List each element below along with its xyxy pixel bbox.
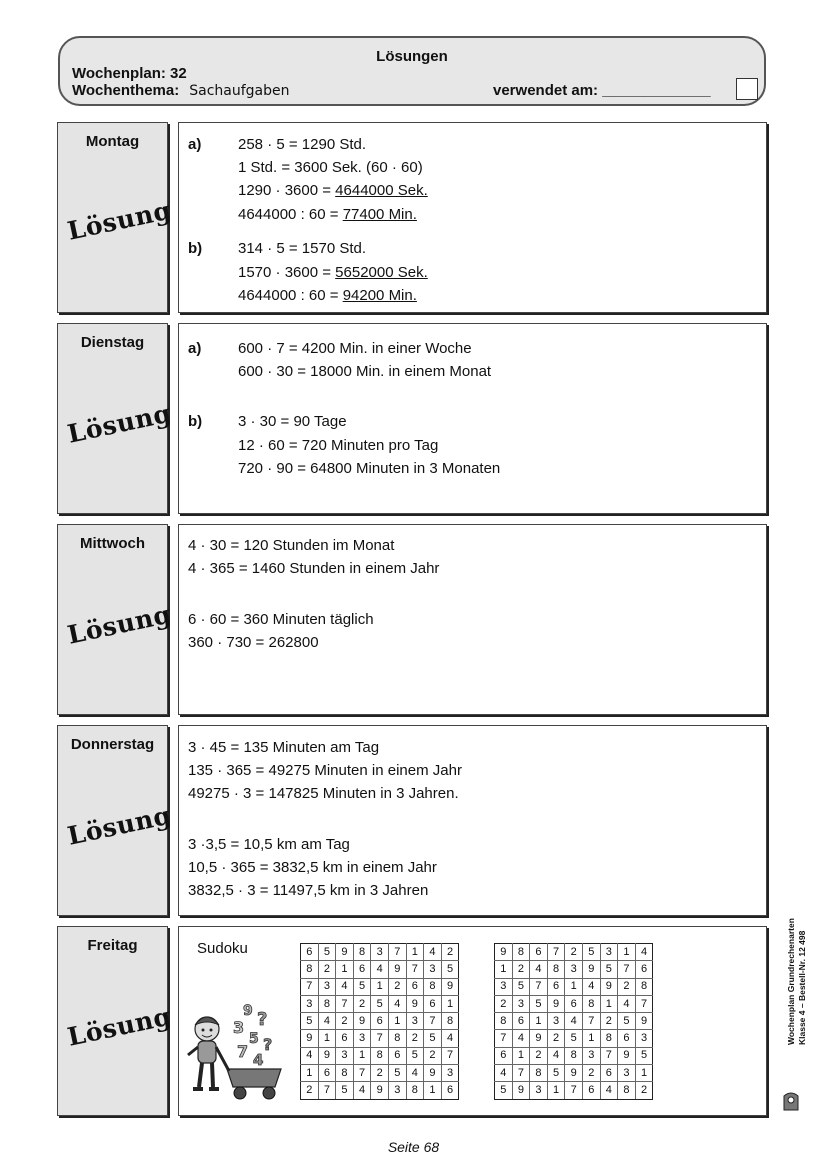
svg-text:?: ? — [257, 1009, 268, 1030]
sudoku-row — [495, 995, 653, 1012]
day-name: Freitag — [87, 937, 138, 954]
sudoku-cell: 8 — [600, 1030, 618, 1047]
sudoku-cell: 7 — [318, 1082, 336, 1099]
svg-text:4: 4 — [253, 1051, 264, 1069]
answer-line: 6 · 60 = 360 Minuten täglich — [188, 611, 374, 628]
sudoku-cell: 3 — [424, 961, 442, 978]
answer-line: 4 · 365 = 1460 Stunden in einem Jahr — [188, 560, 440, 577]
sudoku-cell: 2 — [336, 1013, 354, 1030]
loesung-stamp: Lösung — [64, 800, 174, 851]
svg-text:9: 9 — [243, 1003, 253, 1019]
day-label-mittwoch — [57, 524, 174, 715]
sudoku-cell: 3 — [353, 1030, 371, 1047]
sudoku-cell: 2 — [530, 1047, 548, 1064]
sudoku-cell: 8 — [441, 1013, 459, 1030]
sudoku-cell: 5 — [388, 1065, 406, 1082]
sudoku-cell: 8 — [495, 1013, 513, 1030]
sudoku-cell: 6 — [565, 995, 583, 1012]
sudoku-cell: 5 — [618, 1013, 636, 1030]
sudoku-cell: 6 — [388, 1047, 406, 1064]
sudoku-cell: 7 — [582, 1013, 600, 1030]
sudoku-cell: 7 — [388, 944, 406, 961]
day-label-donnerstag — [57, 725, 174, 916]
answer-box-mittwoch — [178, 524, 767, 715]
sudoku-cell: 2 — [406, 1030, 424, 1047]
sudoku-cell: 8 — [336, 1065, 354, 1082]
part-b-label: b) — [188, 240, 203, 257]
answer-line: 1 Std. = 3600 Sek. (60 · 60) — [238, 159, 423, 176]
sudoku-cell: 9 — [512, 1082, 530, 1099]
sudoku-cell: 7 — [424, 1013, 442, 1030]
sudoku-cell: 8 — [424, 978, 442, 995]
sudoku-cell: 7 — [371, 1030, 389, 1047]
sudoku-cell: 4 — [512, 1030, 530, 1047]
answer-box-dienstag — [178, 323, 767, 514]
loesung-stamp: Lösung — [64, 1001, 174, 1052]
day-label-freitag — [57, 926, 174, 1116]
answer-line: 4644000 : 60 = 94200 Min. — [238, 287, 417, 304]
answer-line: 1290 · 3600 = 4644000 Sek. — [238, 182, 428, 199]
sudoku-cell: 2 — [547, 1030, 565, 1047]
sudoku-cell: 7 — [512, 1065, 530, 1082]
answer-line: 4 · 30 = 120 Stunden im Monat — [188, 537, 395, 554]
sudoku-cell: 3 — [441, 1065, 459, 1082]
sudoku-cell: 1 — [353, 1047, 371, 1064]
sudoku-row — [301, 978, 459, 995]
day-label-dienstag — [57, 323, 174, 514]
answer-line: 3832,5 · 3 = 11497,5 km in 3 Jahren — [188, 882, 429, 899]
sudoku-cell: 5 — [547, 1065, 565, 1082]
sudoku-cell: 3 — [318, 978, 336, 995]
loesung-stamp: Lösung — [64, 398, 174, 449]
sudoku-cell: 9 — [547, 995, 565, 1012]
sudoku-cell: 5 — [512, 978, 530, 995]
sudoku-cell: 8 — [388, 1030, 406, 1047]
sudoku-cell: 4 — [406, 1065, 424, 1082]
answer-box-freitag — [178, 926, 767, 1116]
sudoku-cell: 9 — [406, 995, 424, 1012]
sudoku-cell: 8 — [512, 944, 530, 961]
sudoku-cell: 4 — [424, 944, 442, 961]
sudoku-cell: 5 — [318, 944, 336, 961]
sudoku-cell: 8 — [530, 1065, 548, 1082]
sudoku-cell: 4 — [495, 1065, 513, 1082]
result-underlined: 5652000 Sek. — [335, 264, 428, 281]
sudoku-cell: 2 — [495, 995, 513, 1012]
sudoku-cell: 2 — [582, 1065, 600, 1082]
publisher-logo-icon — [780, 1088, 802, 1112]
sudoku-cell: 8 — [582, 995, 600, 1012]
sudoku-cell: 9 — [353, 1013, 371, 1030]
sudoku-cell: 9 — [495, 944, 513, 961]
sudoku-cell: 2 — [318, 961, 336, 978]
sudoku-cell: 9 — [371, 1082, 389, 1099]
sudoku-cell: 4 — [582, 978, 600, 995]
sudoku-cell: 3 — [495, 978, 513, 995]
theme-line — [72, 82, 290, 99]
sudoku-cell: 3 — [406, 1013, 424, 1030]
sudoku-cell: 2 — [441, 944, 459, 961]
page-number: Seite 68 — [387, 1139, 440, 1155]
svg-text:3: 3 — [233, 1018, 245, 1037]
sudoku-cell: 4 — [441, 1030, 459, 1047]
sudoku-cell: 4 — [618, 995, 636, 1012]
sudoku-cell: 9 — [301, 1030, 319, 1047]
sudoku-cell: 6 — [618, 1030, 636, 1047]
sudoku-cell: 6 — [600, 1065, 618, 1082]
theme-value: Sachaufgaben — [189, 83, 290, 99]
sudoku-cell: 5 — [635, 1047, 653, 1064]
sudoku-cell: 1 — [424, 1082, 442, 1099]
sudoku-row — [301, 1047, 459, 1064]
sudoku-cell: 3 — [547, 1013, 565, 1030]
sudoku-cell: 6 — [353, 961, 371, 978]
sudoku-cell: 6 — [406, 978, 424, 995]
sudoku-cell: 6 — [371, 1013, 389, 1030]
answer-box-donnerstag — [178, 725, 767, 916]
sudoku-cell: 8 — [301, 961, 319, 978]
sudoku-cell: 8 — [318, 995, 336, 1012]
sudoku-cell: 4 — [600, 1082, 618, 1099]
sudoku-cell: 7 — [441, 1047, 459, 1064]
sudoku-cell: 8 — [371, 1047, 389, 1064]
answer-line: 4644000 : 60 = 77400 Min. — [238, 206, 417, 223]
sudoku-cell: 5 — [565, 1030, 583, 1047]
sudoku-cell: 6 — [301, 944, 319, 961]
sudoku-cell: 8 — [618, 1082, 636, 1099]
result-underlined: 77400 Min. — [342, 206, 417, 223]
sudoku-cell: 4 — [530, 961, 548, 978]
sudoku-cell: 7 — [336, 995, 354, 1012]
sudoku-cell: 6 — [512, 1013, 530, 1030]
sudoku-cell: 5 — [530, 995, 548, 1012]
sudoku-cell: 2 — [371, 1065, 389, 1082]
answer-line: 600 · 30 = 18000 Min. in einem Monat — [238, 363, 492, 380]
sudoku-cell: 4 — [565, 1013, 583, 1030]
day-name: Montag — [85, 133, 140, 150]
sudoku-cell: 5 — [424, 1030, 442, 1047]
sudoku-row — [301, 995, 459, 1012]
sudoku-row — [301, 1065, 459, 1082]
sudoku-cell: 3 — [618, 1065, 636, 1082]
sudoku-cell: 3 — [565, 961, 583, 978]
sudoku-row — [495, 1030, 653, 1047]
sudoku-cell: 9 — [565, 1065, 583, 1082]
sudoku-cell: 7 — [600, 1047, 618, 1064]
sudoku-cell: 3 — [336, 1047, 354, 1064]
sudoku-cell: 1 — [512, 1047, 530, 1064]
sudoku-cell: 6 — [424, 995, 442, 1012]
sudoku-cell: 4 — [635, 944, 653, 961]
sudoku-cell: 3 — [388, 1082, 406, 1099]
loesung-stamp: Lösung — [64, 599, 174, 650]
sudoku-cell: 3 — [582, 1047, 600, 1064]
day-name: Donnerstag — [70, 736, 155, 753]
result-underlined: 94200 Min. — [342, 287, 417, 304]
used-on-field: verwendet am: _____________ — [493, 82, 711, 99]
sudoku-cell: 6 — [318, 1065, 336, 1082]
sudoku-cell: 5 — [301, 1013, 319, 1030]
sudoku-cell: 1 — [406, 944, 424, 961]
answer-box-montag — [178, 122, 767, 313]
sudoku-cell: 9 — [530, 1030, 548, 1047]
plan-number: Wochenplan: 32 — [72, 65, 187, 82]
sudoku-cell: 7 — [530, 978, 548, 995]
sudoku-cell: 7 — [353, 1065, 371, 1082]
sudoku-cell: 3 — [371, 944, 389, 961]
sudoku-row — [495, 978, 653, 995]
sudoku-cell: 4 — [547, 1047, 565, 1064]
page-title: Lösungen — [376, 48, 448, 65]
sudoku-cell: 8 — [635, 978, 653, 995]
sudoku-cell: 1 — [582, 1030, 600, 1047]
day-label-montag — [57, 122, 174, 313]
sudoku-cell: 5 — [353, 978, 371, 995]
sudoku-cell: 5 — [582, 944, 600, 961]
sudoku-cell: 6 — [336, 1030, 354, 1047]
sudoku-cell: 1 — [371, 978, 389, 995]
sudoku-cell: 7 — [547, 944, 565, 961]
svg-text:5: 5 — [249, 1031, 259, 1047]
sudoku-cell: 3 — [600, 944, 618, 961]
sudoku-cell: 7 — [618, 961, 636, 978]
sudoku-cell: 9 — [582, 961, 600, 978]
sudoku-cell: 9 — [635, 1013, 653, 1030]
sudoku-cell: 1 — [495, 961, 513, 978]
sudoku-cell: 7 — [565, 1082, 583, 1099]
sudoku-cell: 2 — [301, 1082, 319, 1099]
sudoku-cell: 1 — [441, 995, 459, 1012]
sudoku-cell: 6 — [582, 1082, 600, 1099]
answer-line: 12 · 60 = 720 Minuten pro Tag — [238, 437, 439, 454]
svg-text:7: 7 — [237, 1042, 249, 1061]
sudoku-cell: 2 — [388, 978, 406, 995]
sudoku-cell: 3 — [530, 1082, 548, 1099]
theme-label: Wochenthema: — [72, 82, 180, 99]
sudoku-cell: 9 — [336, 944, 354, 961]
sudoku-cell: 4 — [353, 1082, 371, 1099]
sudoku-cell: 1 — [388, 1013, 406, 1030]
done-checkbox[interactable] — [736, 78, 758, 100]
sudoku-row — [495, 1047, 653, 1064]
answer-line: 720 · 90 = 64800 Minuten in 3 Monaten — [238, 460, 501, 477]
answer-line: 135 · 365 = 49275 Minuten in einem Jahr — [188, 762, 462, 779]
sudoku-row — [495, 1013, 653, 1030]
sudoku-cell: 4 — [336, 978, 354, 995]
answer-line: 360 · 730 = 262800 — [188, 634, 319, 651]
sudoku-cell: 5 — [406, 1047, 424, 1064]
header-box — [58, 36, 766, 106]
sudoku-cell: 5 — [600, 961, 618, 978]
sudoku-cell: 9 — [600, 978, 618, 995]
sudoku-cell: 6 — [495, 1047, 513, 1064]
sudoku-cell: 5 — [441, 961, 459, 978]
sudoku-cell: 1 — [618, 944, 636, 961]
sudoku-row — [301, 961, 459, 978]
sudoku-cell: 8 — [406, 1082, 424, 1099]
answer-line: 1570 · 3600 = 5652000 Sek. — [238, 264, 428, 281]
sudoku-cell: 1 — [301, 1065, 319, 1082]
sudoku-cell: 1 — [600, 995, 618, 1012]
sudoku-cell: 4 — [371, 961, 389, 978]
sudoku-cell: 9 — [318, 1047, 336, 1064]
day-name: Dienstag — [80, 334, 145, 351]
sudoku-row — [495, 961, 653, 978]
answer-line: 600 · 7 = 4200 Min. in einer Woche — [238, 340, 472, 357]
sudoku-cell: 2 — [635, 1082, 653, 1099]
result-underlined: 4644000 Sek. — [335, 182, 428, 199]
sudoku-cell: 4 — [301, 1047, 319, 1064]
sudoku-title: Sudoku — [197, 940, 248, 957]
part-a-label: a) — [188, 340, 202, 357]
sudoku-cell: 5 — [371, 995, 389, 1012]
svg-text:?: ? — [263, 1035, 273, 1054]
sudoku-cell: 8 — [353, 944, 371, 961]
sudoku-cell: 9 — [441, 978, 459, 995]
sudoku-cell: 2 — [353, 995, 371, 1012]
side-publisher-label — [770, 895, 810, 1115]
sudoku-row — [301, 1082, 459, 1099]
sudoku-row — [495, 944, 653, 961]
sudoku-cell: 2 — [565, 944, 583, 961]
answer-line: 3 · 45 = 135 Minuten am Tag — [188, 739, 380, 756]
sudoku-cell: 6 — [441, 1082, 459, 1099]
side-text: Wochenplan Grundrechenarten Klasse 4 – Bestell-Nr. 12 498 — [786, 918, 807, 1045]
answer-line: 49275 · 3 = 147825 Minuten in 3 Jahren. — [188, 785, 459, 802]
answer-line: 3 · 30 = 90 Tage — [238, 413, 347, 430]
sudoku-grid-2 — [494, 943, 653, 1100]
sudoku-row — [301, 944, 459, 961]
answer-line: 314 · 5 = 1570 Std. — [238, 240, 367, 257]
sudoku-cell: 2 — [600, 1013, 618, 1030]
sudoku-cell: 6 — [530, 944, 548, 961]
sudoku-cell: 5 — [495, 1082, 513, 1099]
part-a-label: a) — [188, 136, 202, 153]
answer-line: 10,5 · 365 = 3832,5 km in einem Jahr — [188, 859, 437, 876]
sudoku-cell: 9 — [618, 1047, 636, 1064]
sudoku-cell: 7 — [406, 961, 424, 978]
sudoku-cell: 1 — [635, 1065, 653, 1082]
sudoku-cell: 7 — [495, 1030, 513, 1047]
day-name: Mittwoch — [80, 535, 145, 552]
sudoku-cell: 9 — [388, 961, 406, 978]
sudoku-cell: 3 — [635, 1030, 653, 1047]
sudoku-cell: 4 — [388, 995, 406, 1012]
sudoku-cell: 3 — [301, 995, 319, 1012]
sudoku-cell: 6 — [547, 978, 565, 995]
sudoku-cell: 1 — [565, 978, 583, 995]
sudoku-cell: 7 — [635, 995, 653, 1012]
sudoku-cell: 3 — [512, 995, 530, 1012]
sudoku-cell: 8 — [565, 1047, 583, 1064]
sudoku-cell: 1 — [336, 961, 354, 978]
sudoku-cell: 1 — [530, 1013, 548, 1030]
boy-with-numbers-illustration — [185, 995, 285, 1103]
answer-line: 258 · 5 = 1290 Std. — [238, 136, 367, 153]
sudoku-cell: 4 — [318, 1013, 336, 1030]
sudoku-row — [495, 1065, 653, 1082]
answer-line: 3 ·3,5 = 10,5 km am Tag — [188, 836, 350, 853]
sudoku-cell: 2 — [618, 978, 636, 995]
sudoku-grid-1 — [300, 943, 459, 1100]
sudoku-row — [301, 1013, 459, 1030]
sudoku-cell: 8 — [547, 961, 565, 978]
sudoku-cell: 2 — [512, 961, 530, 978]
sudoku-cell: 1 — [318, 1030, 336, 1047]
sudoku-row — [495, 1082, 653, 1099]
sudoku-cell: 6 — [635, 961, 653, 978]
sudoku-row — [301, 1030, 459, 1047]
part-b-label: b) — [188, 413, 203, 430]
sudoku-cell: 9 — [424, 1065, 442, 1082]
sudoku-cell: 5 — [336, 1082, 354, 1099]
sudoku-cell: 7 — [301, 978, 319, 995]
sudoku-cell: 1 — [547, 1082, 565, 1099]
sudoku-cell: 2 — [424, 1047, 442, 1064]
loesung-stamp: Lösung — [64, 195, 174, 246]
